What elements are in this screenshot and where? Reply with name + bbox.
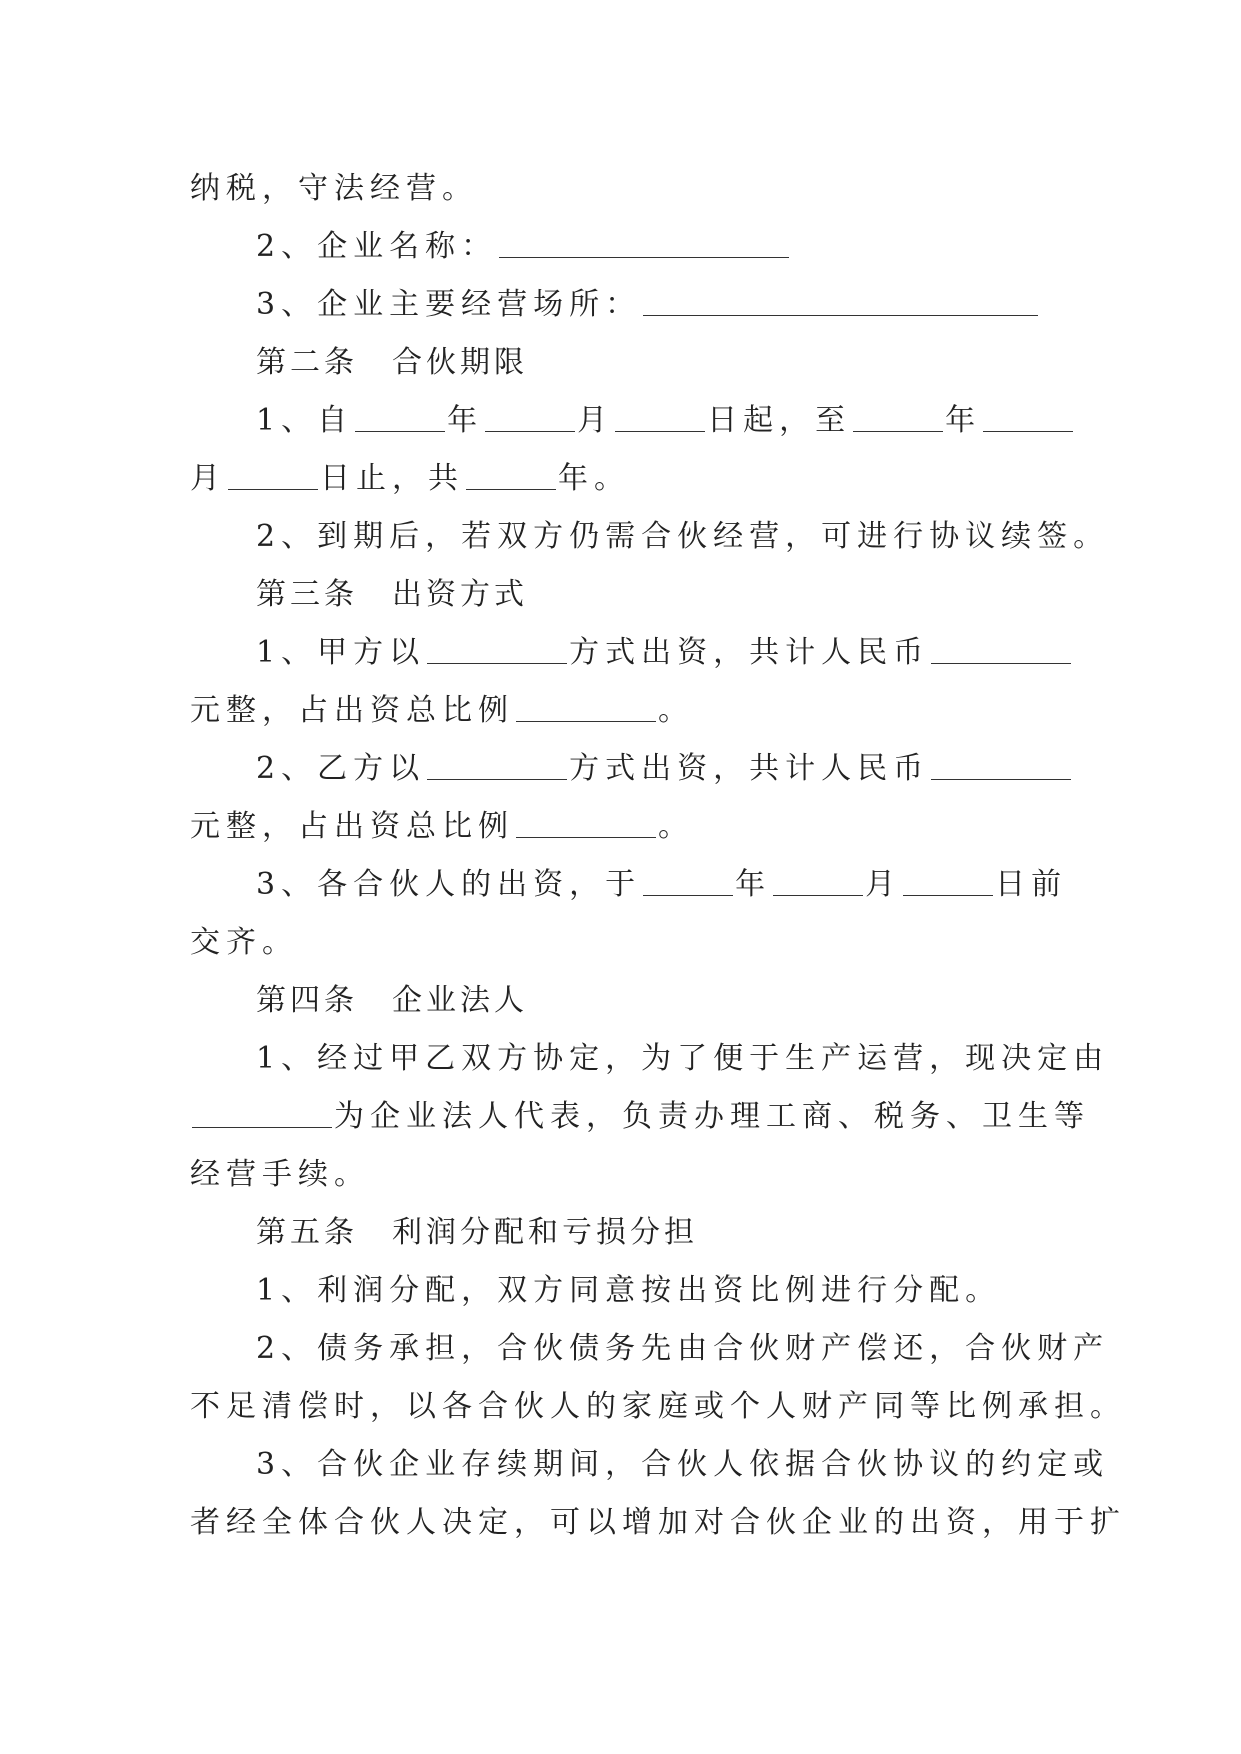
fill-in-blank [903,861,993,896]
fill-in-blank [355,397,445,432]
paragraph-line [190,1030,1110,1088]
fill-in-blank [516,803,656,838]
fill-in-blank [615,397,705,432]
paragraph-line [190,914,1060,972]
fill-in-blank [983,397,1073,432]
fill-in-blank [499,223,789,258]
section-heading [190,1204,1060,1262]
fill-in-blank [192,1093,332,1128]
paragraph-line [190,1494,1126,1552]
text-segment: 第四条 企业法人 [256,983,528,1018]
text-segment: 月 [190,461,226,496]
text-segment: 3、各合伙人的出资，于 [256,867,642,902]
text-segment: 2、到期后，若双方仍需合伙经营，可进行协议续签。 [256,519,1110,554]
text-segment: 元整，占出资总比例 [190,809,514,844]
fill-in-blank [427,745,567,780]
text-segment: 3、企业主要经营场所： [256,287,642,322]
fill-in-blank [228,455,318,490]
paragraph-line [190,450,1060,508]
fill-in-blank [931,629,1071,664]
paragraph-line [190,160,1060,218]
text-segment: 第三条 出资方式 [256,577,528,612]
paragraph-line [190,1088,1090,1146]
document-page [190,160,1126,1552]
text-segment: 月 [577,403,614,438]
paragraph-line [190,1146,1060,1204]
paragraph-line [190,1378,1126,1436]
fill-in-blank [643,281,1038,316]
fill-in-blank [427,629,567,664]
paragraph-line [190,1320,1110,1378]
text-segment: 2、企业名称： [256,229,498,264]
text-segment: 日止，共 [320,461,464,496]
paragraph-line [190,740,1060,798]
paragraph-line [190,682,1060,740]
text-segment: 日起，至 [707,403,852,438]
text-segment: 年 [945,403,982,438]
text-segment: 年 [735,867,772,902]
fill-in-blank [516,687,656,722]
text-segment: 经营手续。 [190,1157,370,1192]
text-segment: 1、自 [256,403,354,438]
text-segment: 第二条 合伙期限 [256,345,528,380]
paragraph-line [190,624,1060,682]
text-segment: 为企业法人代表，负责办理工商、税务、卫生等 [334,1099,1090,1134]
fill-in-blank [853,397,943,432]
text-segment: 1、利润分配，双方同意按出资比例进行分配。 [256,1273,1002,1308]
text-segment: 元整，占出资总比例 [190,693,514,728]
fill-in-blank [643,861,733,896]
text-segment: 。 [658,693,694,728]
fill-in-blank [466,455,556,490]
text-segment: 方式出资，共计人民币 [569,635,930,670]
paragraph-line [190,218,1060,276]
text-segment: 。 [658,809,694,844]
text-segment: 方式出资，共计人民币 [569,751,930,786]
text-segment: 纳税，守法经营。 [190,171,478,206]
text-segment: 2、乙方以 [256,751,426,786]
fill-in-blank [931,745,1071,780]
text-segment: 月 [865,867,902,902]
text-segment: 年。 [558,461,630,496]
paragraph-line [190,856,1068,914]
paragraph-line [190,798,1060,856]
text-segment: 不足清偿时，以各合伙人的家庭或个人财产同等比例承担。 [190,1389,1126,1424]
paragraph-line [190,1436,1110,1494]
text-segment: 1、经过甲乙双方协定，为了便于生产运营，现决定由 [256,1041,1110,1076]
text-segment: 者经全体合伙人决定，可以增加对合伙企业的出资，用于扩 [190,1505,1126,1540]
fill-in-blank [485,397,575,432]
paragraph-line [190,508,1110,566]
paragraph-line [190,1262,1060,1320]
paragraph-line [190,276,1060,334]
section-heading [190,334,1060,392]
text-segment: 2、债务承担，合伙债务先由合伙财产偿还，合伙财产 [256,1331,1110,1366]
fill-in-blank [773,861,863,896]
text-segment: 交齐。 [190,925,298,960]
section-heading [190,972,1060,1030]
text-segment: 3、合伙企业存续期间，合伙人依据合伙协议的约定或 [256,1447,1110,1482]
text-segment: 1、甲方以 [256,635,426,670]
paragraph-line [190,392,1060,450]
text-segment: 日前 [995,867,1068,902]
text-segment: 第五条 利润分配和亏损分担 [256,1215,698,1250]
section-heading [190,566,1060,624]
text-segment: 年 [447,403,484,438]
